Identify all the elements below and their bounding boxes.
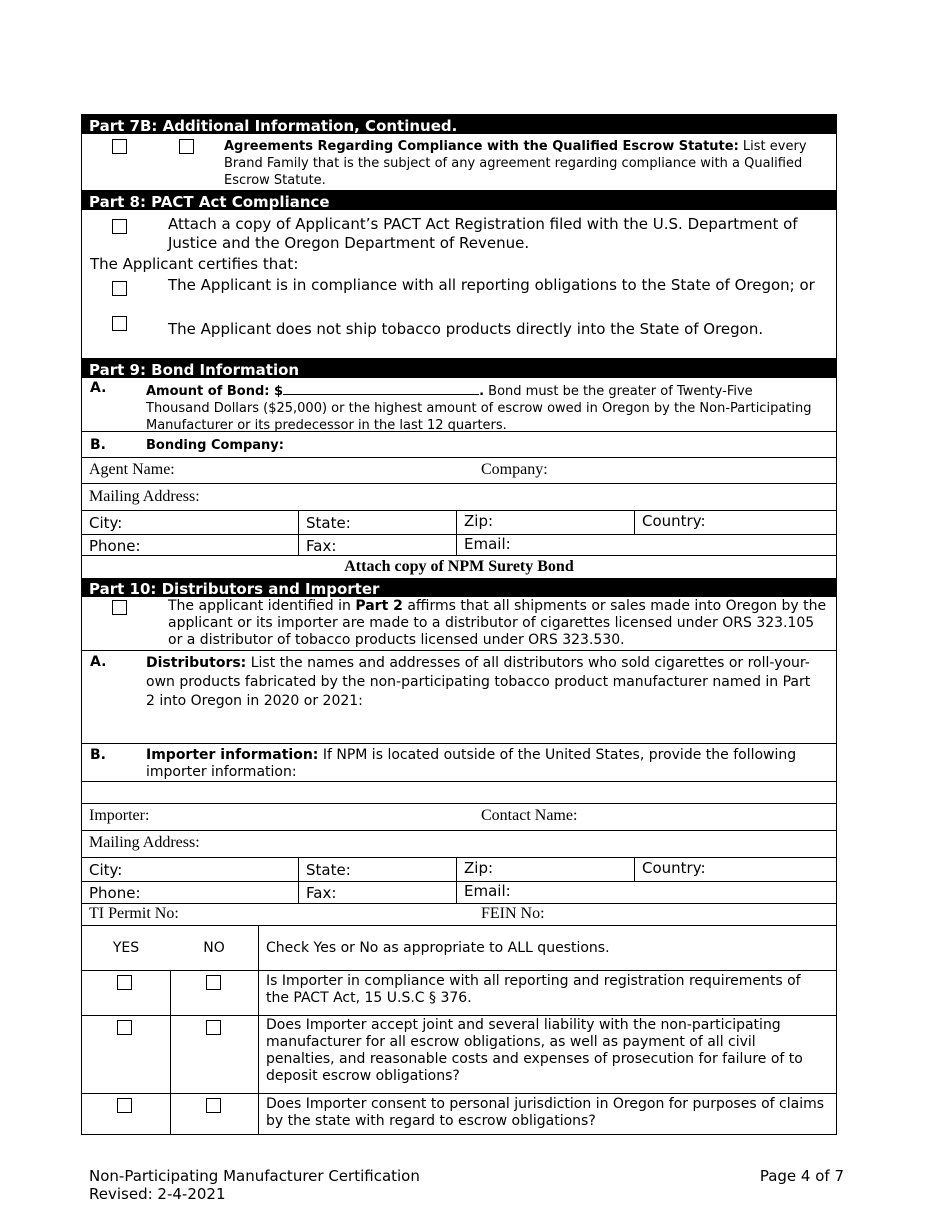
part8-header: Part 8: PACT Act Compliance [81, 190, 837, 210]
bond-city-row [81, 511, 837, 535]
part10-header: Part 10: Distributors and Importer [81, 578, 837, 597]
part9-a-letter: A. [90, 380, 107, 396]
q3-yes-checkbox[interactable] [117, 1098, 132, 1113]
importer-phone-field[interactable]: Phone: [89, 884, 141, 902]
agreements-text: Agreements Regarding Compliance with the Qualified Escrow Statute: List every Brand Family that is the subject of any agreement regarding compliance with a Qualified Escrow Statute. [224, 139, 807, 188]
part9-header: Part 9: Bond Information [81, 358, 837, 378]
agent-row [81, 458, 837, 484]
q2-text: Does Importer accept joint and several liability with the non-participating manufacturer for all escrow obligations, as well as payment of all civil penalties, and reasonable costs and expenses of prosecution for failure of to deposit escrow obligations? [258, 1016, 836, 1093]
no-ship-checkbox[interactable] [112, 316, 127, 331]
bond-amount-input[interactable] [283, 380, 479, 395]
compliance-text: The Applicant is in compliance with all reporting obligations to the State of Oregon; or [168, 276, 815, 294]
pact-section [81, 210, 837, 358]
company-label[interactable]: Company: [481, 461, 548, 478]
agreements-title: Agreements Regarding Compliance with the Qualified Escrow Statute: [224, 139, 739, 154]
affirm-text: The applicant identified in Part 2 affirms that all shipments or sales made into Oregon by the applicant or its importer are made to a distributor of cigarettes licensed under ORS 323.105 or a distributor of tobacco products licensed under ORS 323.530. [168, 598, 827, 648]
part7b-header: Part 7B: Additional Information, Continued. [81, 114, 837, 134]
importer-name-row [81, 804, 837, 831]
no-column-header: NO [203, 940, 225, 956]
bonding-company-row [81, 432, 837, 458]
importer-city-field[interactable]: City: [89, 861, 123, 879]
permit-row [81, 904, 837, 926]
part10-a-letter: A. [90, 654, 107, 670]
part9-b-letter: B. [90, 437, 106, 453]
affirm-row [81, 597, 837, 651]
bond-fax-field[interactable]: Fax: [298, 535, 456, 555]
importer-info-title: Importer information: [146, 747, 319, 763]
ti-permit-label[interactable]: TI Permit No: [89, 905, 179, 922]
part10-b-letter: B. [90, 747, 106, 763]
yes-column-header: YES [112, 940, 140, 956]
bond-email-field[interactable]: Email: [456, 535, 836, 555]
importer-fax-field[interactable]: Fax: [298, 882, 456, 903]
fein-label[interactable]: FEIN No: [481, 905, 545, 922]
q1-no-checkbox[interactable] [206, 975, 221, 990]
importer-blank-row [81, 782, 837, 804]
bond-zip-field[interactable]: Zip: [456, 511, 634, 534]
affirm-checkbox[interactable] [112, 600, 127, 615]
agreements-checkbox-yes[interactable] [112, 139, 127, 154]
importer-country-field[interactable]: Country: [634, 858, 836, 881]
questions-instructions: Check Yes or No as appropriate to ALL questions. [258, 926, 836, 970]
agreements-section [81, 134, 837, 190]
footer-revised: Revised: 2-4-2021 [89, 1185, 226, 1203]
q2-no-checkbox[interactable] [206, 1020, 221, 1035]
bond-country-field[interactable]: Country: [634, 511, 836, 534]
no-ship-text: The Applicant does not ship tobacco products directly into the State of Oregon. [168, 320, 764, 338]
contact-name-label[interactable]: Contact Name: [481, 807, 578, 824]
certifies-label: The Applicant certifies that: [90, 255, 299, 273]
question-row [81, 1016, 837, 1094]
importer-zip-field[interactable]: Zip: [456, 858, 634, 881]
footer-page-number: Page 4 of 7 [759, 1167, 844, 1185]
q1-text: Is Importer in compliance with all reporting and registration requirements of the PACT Act, 15 U.S.C § 376. [258, 971, 836, 1015]
pact-attach-checkbox[interactable] [112, 219, 127, 234]
form-page [81, 114, 837, 1135]
attach-bond-row [81, 556, 837, 578]
bond-city-field[interactable]: City: [89, 514, 123, 532]
distributors-title: Distributors: [146, 655, 247, 671]
importer-state-field[interactable]: State: [298, 858, 456, 881]
distributors-row [81, 651, 837, 744]
bonding-company-label: Bonding Company: [146, 438, 284, 453]
importer-phone-row [81, 882, 837, 904]
importer-mailing-address-label[interactable]: Mailing Address: [89, 834, 200, 851]
distributors-text: Distributors: List the names and addresses of all distributors who sold cigarettes or roll-your-own products fabricated by the non-participating tobacco product manufacturer named in Part 2 into Oregon in 2020 or 2021: [146, 655, 811, 709]
importer-label[interactable]: Importer: [89, 807, 150, 824]
importer-city-row [81, 858, 837, 882]
question-row [81, 1094, 837, 1135]
q3-no-checkbox[interactable] [206, 1098, 221, 1113]
importer-info-row [81, 744, 837, 782]
bond-amount-text: Amount of Bond: $ . Bond must be the greater of Twenty-Five Thousand Dollars ($25,000) or the highest amount of escrow owed in Oregon by the Non-Participating Manufacturer or its predecessor in the last 12 quarters. [146, 380, 826, 434]
q1-yes-checkbox[interactable] [117, 975, 132, 990]
q3-text: Does Importer consent to personal jurisdiction in Oregon for purposes of claims by the state with regard to escrow obligations? [258, 1094, 836, 1134]
bond-state-field[interactable]: State: [298, 511, 456, 534]
footer-title: Non-Participating Manufacturer Certification [89, 1167, 420, 1185]
bond-phone-field[interactable]: Phone: [89, 537, 141, 555]
importer-email-field[interactable]: Email: [456, 882, 836, 903]
question-row [81, 971, 837, 1016]
bond-mailing-address-label[interactable]: Mailing Address: [89, 488, 200, 505]
bond-phone-row [81, 535, 837, 556]
importer-info-text: Importer information: If NPM is located outside of the United States, provide the following importer information: [146, 747, 797, 780]
bond-mailing-row [81, 484, 837, 511]
questions-header-row [81, 926, 837, 971]
agent-name-label[interactable]: Agent Name: [89, 461, 175, 478]
q2-yes-checkbox[interactable] [117, 1020, 132, 1035]
agreements-checkbox-no[interactable] [179, 139, 194, 154]
bond-amount-row [81, 378, 837, 432]
pact-attach-text: Attach a copy of Applicant’s PACT Act Registration filed with the U.S. Department of Justice and the Oregon Department of Revenue. [168, 215, 798, 252]
importer-mailing-row [81, 831, 837, 858]
attach-bond-text: Attach copy of NPM Surety Bond [344, 558, 574, 575]
compliance-checkbox[interactable] [112, 281, 127, 296]
